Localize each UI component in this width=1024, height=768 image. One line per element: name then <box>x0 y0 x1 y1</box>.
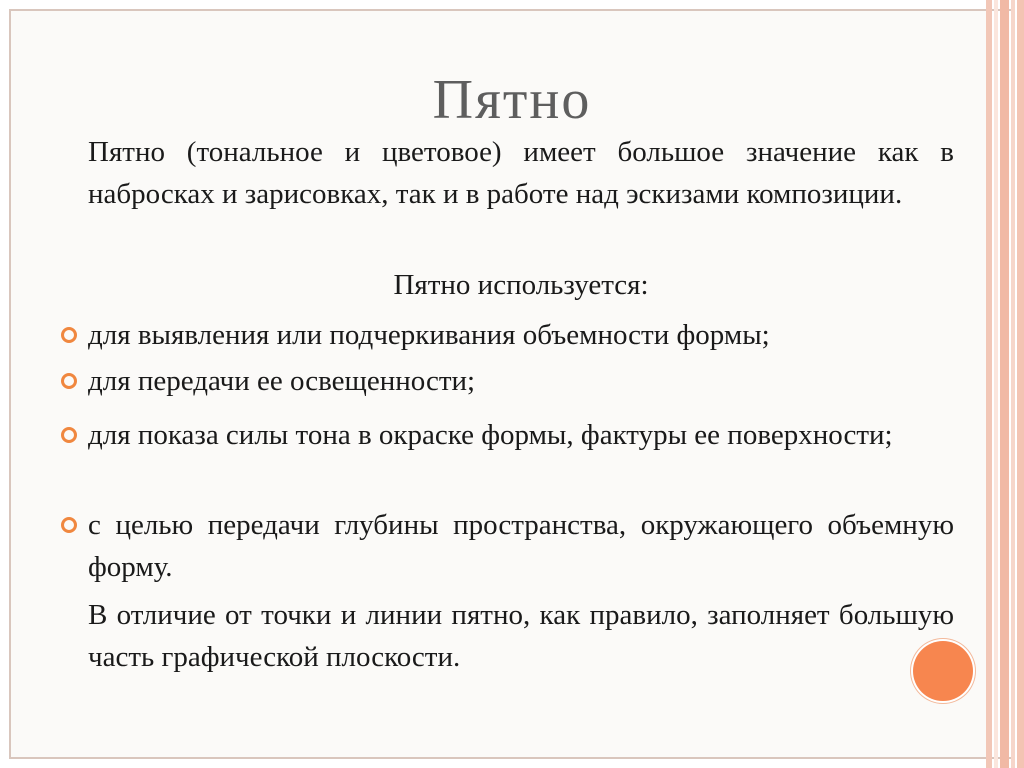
bullet-text: для выявления или подчеркивания объемности формы; <box>88 319 770 351</box>
intro-paragraph: Пятно (тональное и цветовое) имеет большое значение как в набросках и зарисовках, так и в работе над эскизами композиции. <box>88 136 954 210</box>
bullet-circle-icon <box>61 427 77 443</box>
slide-title: Пятно <box>432 69 592 131</box>
bullet-circle-icon <box>61 373 77 389</box>
list-heading: Пятно используется: <box>393 269 649 301</box>
bullet-text: для показа силы тона в окраске формы, фактуры ее поверхности; <box>88 419 893 451</box>
bullet-circle-icon <box>61 327 77 343</box>
bullet-text: для передачи ее освещенности; <box>88 365 476 397</box>
bullet-circle-icon <box>61 517 77 533</box>
decorative-circle-icon <box>913 641 973 701</box>
closing-paragraph: В отличие от точки и линии пятно, как правило, заполняет большую часть графической плоскости. <box>88 599 954 673</box>
bullet-text: с целью передачи глубины пространства, окружающего объемную форму. <box>88 509 954 583</box>
